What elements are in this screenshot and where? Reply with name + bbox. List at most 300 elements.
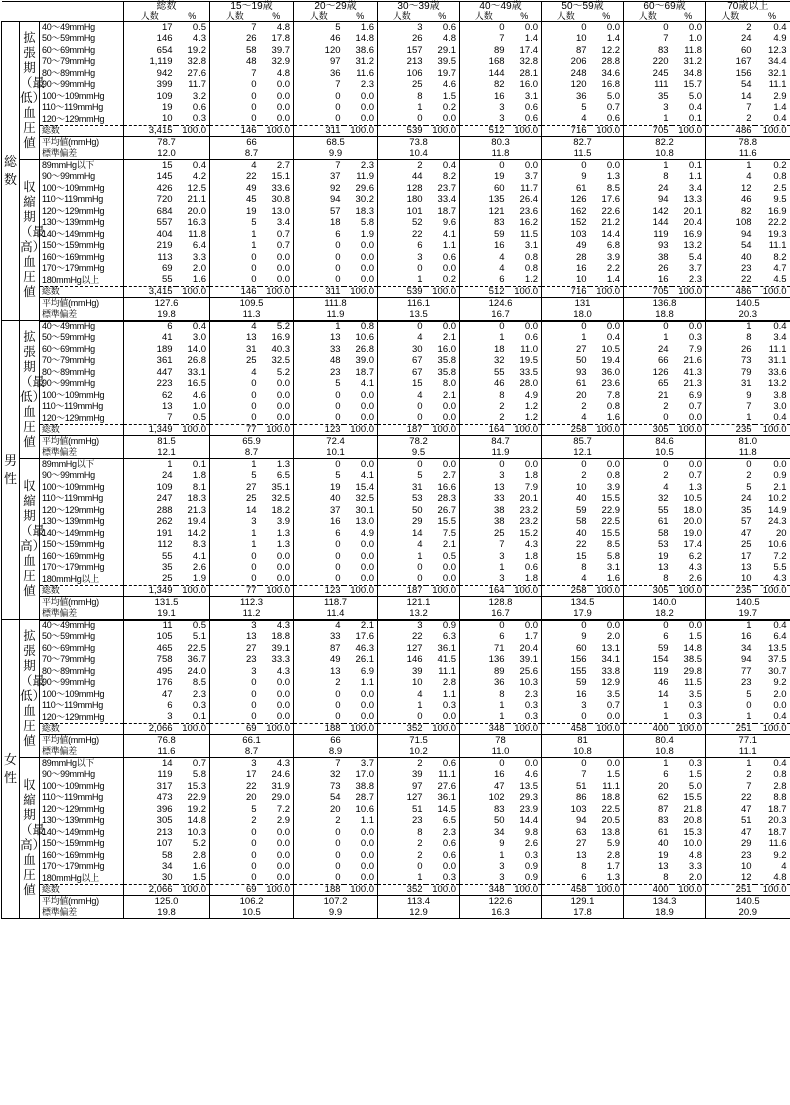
count-cell: 654 — [124, 45, 176, 57]
count-cell: 2 — [378, 850, 426, 862]
total-count-cell: 458 — [542, 723, 590, 735]
total-count-cell: 1,349 — [124, 585, 176, 597]
mean-value: 106.2 — [210, 896, 294, 908]
count-cell: 9 — [706, 390, 755, 402]
count-cell: 135 — [460, 194, 508, 206]
total-count-cell: 188 — [294, 723, 344, 735]
percent-cell: 1.5 — [606, 769, 621, 780]
count-cell: 0 — [378, 321, 426, 333]
count-cell: 157 — [378, 45, 426, 57]
total-row — [2, 585, 790, 597]
percent-cell: 0.0 — [442, 263, 457, 274]
table-row — [2, 459, 790, 471]
percent-cell: 9.2 — [773, 677, 787, 688]
total-label: 総数 — [40, 286, 124, 298]
percent-cell: 1.3 — [606, 171, 621, 182]
count-cell: 305 — [124, 815, 176, 827]
percent-cell: 8.3 — [192, 539, 207, 550]
count-cell: 22 — [210, 781, 260, 793]
count-cell: 23 — [706, 263, 755, 275]
mean-value: 109.5 — [210, 298, 294, 310]
total-count-cell: 311 — [294, 286, 344, 298]
percent-cell: 0.0 — [360, 539, 375, 550]
percent-cell: 0.0 — [606, 321, 621, 332]
count-cell: 89 — [460, 666, 508, 678]
count-cell: 47 — [706, 827, 755, 839]
count-cell: 758 — [124, 654, 176, 666]
count-cell: 6 — [124, 321, 176, 333]
sd-value: 11.8 — [706, 447, 790, 459]
range-label: 120〜129mmHg — [42, 113, 105, 124]
percent-cell: 0.4 — [442, 159, 457, 171]
total-count-cell: 258 — [542, 585, 590, 597]
percent-cell: 0.8 — [606, 401, 621, 412]
percent-cell: 2.8 — [606, 849, 621, 861]
total-percent-cell: 100.0 — [755, 585, 790, 597]
mean-row — [2, 597, 790, 609]
percent-cell: 22.2 — [768, 217, 787, 228]
percent-cell: 0.0 — [773, 458, 787, 470]
percent-cell: 16.0 — [519, 79, 539, 90]
percent-cell: 3.5 — [688, 688, 703, 700]
table-row — [2, 654, 790, 666]
count-cell: 7 — [294, 758, 344, 770]
total-count-cell: 146 — [210, 125, 260, 137]
percent-cell: 14.5 — [437, 803, 457, 815]
total-percent-cell: 100.0 — [672, 125, 706, 137]
mean-value: 121.1 — [378, 597, 460, 609]
percent-cell: 22.9 — [187, 792, 207, 803]
percent-cell: 19.4 — [187, 516, 207, 527]
range-label: 40〜49mmHg — [42, 321, 95, 332]
count-cell: 92 — [294, 183, 344, 195]
percent-cell: 23.6 — [601, 378, 621, 389]
percent-cell: 11.7 — [188, 79, 207, 90]
count-cell: 22 — [210, 171, 260, 183]
percent-cell: 6.4 — [773, 631, 787, 642]
count-cell: 12 — [706, 873, 755, 885]
range-label: 89mmHg以下 — [42, 758, 95, 768]
blood-pressure-table — [1, 1, 790, 919]
total-percent-cell: 100.0 — [755, 723, 790, 735]
table-row — [2, 378, 790, 390]
total-row — [2, 286, 790, 298]
percent-cell: 9.2 — [773, 849, 787, 861]
count-cell: 48 — [294, 355, 344, 367]
percent-cell: 0.0 — [276, 90, 291, 102]
percent-cell: 11.6 — [356, 67, 375, 79]
percent-cell: 41.5 — [437, 654, 457, 665]
mean-value: 81.5 — [124, 436, 210, 448]
percent-cell: 5.1 — [192, 631, 207, 642]
count-cell: 101 — [378, 206, 426, 218]
percent-cell: 0.3 — [524, 849, 539, 861]
percent-cell: 2.1 — [442, 389, 457, 401]
mean-value: 136.8 — [624, 298, 706, 310]
percent-cell: 11.5 — [520, 228, 539, 240]
count-cell: 0 — [210, 850, 260, 862]
percent-cell: 16.2 — [519, 217, 539, 228]
percent-cell: 29.3 — [519, 792, 539, 803]
count-cell: 7 — [542, 769, 590, 781]
sd-value: 18.9 — [624, 907, 706, 919]
count-cell: 26 — [378, 33, 426, 45]
percent-cell: 0.0 — [276, 826, 291, 838]
count-cell: 154 — [624, 654, 672, 666]
range-label: 120〜129mmHg — [42, 504, 105, 515]
count-header: 人数 — [542, 12, 590, 22]
percent-cell: 21.3 — [187, 504, 207, 516]
total-count-cell: 187 — [378, 424, 426, 436]
percent-cell: 4.6 — [442, 79, 457, 90]
range-label: 80〜89mmHg — [42, 366, 95, 377]
table-row — [2, 332, 790, 344]
percent-header: % — [755, 12, 790, 22]
percent-cell: 32.1 — [768, 67, 787, 79]
sd-label: 標準偏差 — [40, 309, 124, 321]
total-percent-cell: 100.0 — [426, 884, 460, 896]
percent-cell: 2.3 — [688, 274, 703, 286]
percent-cell: 0.0 — [688, 321, 703, 332]
table-row — [2, 815, 790, 827]
count-cell: 248 — [542, 68, 590, 80]
percent-cell: 0.4 — [688, 102, 703, 113]
range-label: 100〜109mmHg — [42, 389, 105, 400]
percent-cell: 11.5 — [684, 677, 703, 688]
count-cell: 97 — [378, 781, 426, 793]
percent-cell: 0.0 — [442, 562, 457, 573]
percent-cell: 13.8 — [601, 826, 621, 838]
count-cell: 1,119 — [124, 56, 176, 68]
total-count-cell: 164 — [460, 424, 508, 436]
percent-cell: 0.0 — [524, 159, 539, 171]
percent-cell: 0.8 — [360, 321, 375, 332]
total-count-cell: 235 — [706, 424, 755, 436]
percent-cell: 4.9 — [524, 389, 539, 401]
percent-cell: 8.5 — [606, 182, 621, 194]
percent-cell: 1.3 — [606, 872, 621, 884]
count-cell: 1 — [706, 712, 755, 724]
count-cell: 35 — [124, 562, 176, 574]
percent-cell: 0.0 — [442, 401, 457, 412]
percent-cell: 16.3 — [187, 217, 207, 228]
percent-cell: 14.4 — [601, 228, 621, 240]
count-cell: 13 — [294, 666, 344, 678]
count-cell: 4 — [210, 160, 260, 172]
count-cell: 720 — [124, 194, 176, 206]
count-cell: 1 — [706, 321, 755, 333]
percent-cell: 27.6 — [187, 67, 207, 79]
count-cell: 58 — [542, 516, 590, 528]
count-cell: 22 — [706, 275, 755, 287]
count-cell: 0 — [624, 459, 672, 471]
count-cell: 8 — [706, 332, 755, 344]
percent-cell: 12.5 — [187, 182, 207, 194]
percent-cell: 1.6 — [360, 21, 375, 33]
count-cell: 219 — [124, 240, 176, 252]
mean-value: 116.1 — [378, 298, 460, 310]
count-cell: 14 — [624, 689, 672, 701]
percent-cell: 17.4 — [683, 539, 703, 550]
mean-value: 140.5 — [706, 896, 790, 908]
percent-cell: 1.1 — [360, 677, 375, 688]
count-cell: 26 — [624, 263, 672, 275]
percent-cell: 10.2 — [768, 493, 787, 504]
count-cell: 47 — [706, 528, 755, 540]
percent-header: % — [590, 12, 624, 22]
percent-cell: 0.9 — [524, 861, 539, 872]
systolic-block-label: 収縮期（最高）血圧値 — [20, 459, 40, 620]
percent-cell: 18.8 — [601, 792, 621, 803]
sd-value: 10.2 — [378, 746, 460, 758]
percent-cell: 20.0 — [683, 516, 703, 527]
count-cell: 31 — [706, 378, 755, 390]
count-cell: 35 — [624, 91, 672, 103]
percent-cell: 2.2 — [606, 263, 621, 274]
range-label: 110〜119mmHg — [42, 493, 103, 504]
percent-cell: 20.1 — [519, 493, 539, 504]
count-cell: 82 — [460, 79, 508, 91]
percent-cell: 0.0 — [688, 620, 703, 631]
percent-cell: 0.8 — [524, 251, 539, 263]
count-cell: 145 — [124, 171, 176, 183]
range-label: 80〜89mmHg — [42, 665, 95, 676]
percent-cell: 11.1 — [602, 780, 621, 792]
table-row — [2, 79, 790, 91]
percent-cell: 22.5 — [601, 516, 621, 527]
mean-value: 111.8 — [294, 298, 378, 310]
count-cell: 46 — [706, 194, 755, 206]
percent-cell: 3.5 — [606, 688, 621, 700]
count-cell: 67 — [378, 367, 426, 379]
count-cell: 8 — [378, 827, 426, 839]
count-cell: 13 — [294, 332, 344, 344]
count-cell: 167 — [706, 56, 755, 68]
total-label: 総数 — [40, 723, 124, 735]
total-count-cell: 348 — [460, 723, 508, 735]
mean-value: 140.5 — [706, 597, 790, 609]
table-row — [2, 493, 790, 505]
table-row — [2, 102, 790, 114]
sd-value: 16.3 — [460, 907, 542, 919]
percent-cell: 0.0 — [276, 102, 291, 113]
count-cell: 93 — [542, 367, 590, 379]
count-cell: 112 — [124, 539, 176, 551]
total-label: 総数 — [40, 125, 124, 137]
sd-value: 10.8 — [542, 746, 624, 758]
count-cell: 0 — [624, 413, 672, 425]
count-cell: 245 — [624, 68, 672, 80]
percent-cell: 0.0 — [524, 321, 539, 332]
percent-cell: 19.5 — [519, 355, 539, 366]
percent-cell: 0.0 — [276, 389, 291, 401]
percent-cell: 5.0 — [688, 90, 703, 102]
count-cell: 107 — [124, 838, 176, 850]
count-cell: 3 — [542, 700, 590, 712]
percent-cell: 39.1 — [271, 642, 291, 654]
count-cell: 55 — [624, 505, 672, 517]
count-cell: 155 — [542, 666, 590, 678]
sd-value: 11.9 — [460, 447, 542, 459]
percent-cell: 26.8 — [187, 355, 207, 366]
count-cell: 89 — [460, 45, 508, 57]
percent-cell: 3.2 — [192, 90, 207, 102]
percent-cell: 16.8 — [601, 79, 621, 90]
range-label: 160〜169mmHg — [42, 550, 105, 561]
percent-cell: 39.0 — [355, 355, 375, 366]
total-percent-cell: 100.0 — [426, 424, 460, 436]
sd-value: 18.8 — [624, 309, 706, 321]
count-cell: 18 — [460, 344, 508, 356]
percent-cell: 1.1 — [360, 815, 375, 826]
percent-cell: 3.0 — [773, 401, 787, 412]
count-cell: 49 — [294, 654, 344, 666]
percent-cell: 4.1 — [442, 228, 457, 240]
table-row — [2, 171, 790, 183]
count-cell: 14 — [210, 505, 260, 517]
header-unit-row — [2, 12, 790, 22]
table-row — [2, 838, 790, 850]
table-row — [2, 505, 790, 517]
percent-cell: 11.6 — [768, 838, 787, 849]
percent-cell: 0.1 — [688, 159, 703, 171]
count-cell: 8 — [542, 562, 590, 574]
percent-cell: 16.9 — [683, 228, 703, 240]
percent-cell: 15.1 — [271, 171, 291, 182]
percent-cell: 4.8 — [276, 21, 291, 33]
count-cell: 1 — [706, 160, 755, 172]
count-cell: 93 — [624, 240, 672, 252]
percent-cell: 2.3 — [442, 826, 457, 838]
table-row — [2, 183, 790, 195]
count-cell: 46 — [460, 378, 508, 390]
percent-cell: 0.7 — [606, 102, 621, 113]
percent-cell: 8.0 — [442, 378, 457, 389]
range-label: 140〜149mmHg — [42, 527, 105, 538]
total-percent-cell: 100.0 — [508, 125, 542, 137]
count-cell: 0 — [294, 263, 344, 275]
table-row — [2, 390, 790, 402]
percent-cell: 12.2 — [601, 44, 621, 56]
percent-cell: 2.0 — [688, 872, 703, 884]
percent-cell: 4.5 — [773, 274, 787, 286]
range-label: 180mmHg以上 — [42, 872, 99, 883]
percent-cell: 20 — [775, 527, 787, 539]
percent-cell: 0.1 — [688, 113, 703, 125]
percent-cell: 4.3 — [276, 665, 291, 677]
percent-cell: 2.8 — [773, 780, 787, 792]
sd-value: 9.9 — [294, 907, 378, 919]
percent-cell: 37.5 — [768, 654, 787, 665]
percent-cell: 0.3 — [688, 332, 703, 343]
mean-value: 80.4 — [624, 735, 706, 747]
percent-cell: 0.4 — [773, 711, 787, 723]
total-percent-cell: 100.0 — [590, 585, 624, 597]
percent-cell: 0.0 — [276, 872, 291, 884]
range-label: 170〜179mmHg — [42, 263, 105, 274]
count-cell: 36 — [294, 68, 344, 80]
percent-cell: 15.4 — [355, 481, 375, 493]
count-cell: 23 — [706, 677, 755, 689]
count-cell: 162 — [542, 206, 590, 218]
count-cell: 0 — [294, 401, 344, 413]
sd-value: 10.5 — [624, 447, 706, 459]
percent-cell: 3.3 — [688, 861, 703, 872]
total-percent-cell: 100.0 — [590, 424, 624, 436]
percent-cell: 0.0 — [276, 711, 291, 723]
percent-cell: 20.1 — [683, 205, 703, 217]
total-count-cell: 486 — [706, 286, 755, 298]
percent-cell: 29.8 — [683, 665, 703, 677]
percent-cell: 4.1 — [360, 470, 375, 481]
range-label: 70〜79mmHg — [42, 56, 95, 67]
total-label: 総数 — [40, 884, 124, 896]
count-cell: 10 — [378, 677, 426, 689]
mean-value: 134.5 — [542, 597, 624, 609]
total-percent-cell: 100.0 — [508, 286, 542, 298]
sd-value: 10.5 — [210, 907, 294, 919]
percent-cell: 1.7 — [606, 861, 621, 872]
percent-cell: 27.6 — [437, 780, 457, 792]
percent-cell: 23.9 — [519, 803, 539, 815]
percent-cell: 0.0 — [360, 700, 375, 711]
count-cell: 32 — [294, 769, 344, 781]
count-cell: 113 — [124, 252, 176, 264]
count-cell: 152 — [542, 217, 590, 229]
table-row — [2, 620, 790, 632]
percent-cell: 2.1 — [442, 539, 457, 550]
range-label: 150〜159mmHg — [42, 838, 105, 849]
range-label: 100〜109mmHg — [42, 780, 105, 791]
diastolic-block-label: 拡張期（最低）血圧値 — [20, 620, 40, 758]
percent-cell: 26.1 — [355, 654, 375, 665]
percent-cell: 0.0 — [276, 849, 291, 861]
total-row — [2, 723, 790, 735]
percent-cell: 39.5 — [437, 56, 457, 67]
range-label: 150〜159mmHg — [42, 539, 105, 550]
total-count-cell: 3,415 — [124, 286, 176, 298]
percent-cell: 34.8 — [683, 67, 703, 79]
count-cell: 0 — [624, 22, 672, 34]
count-cell: 1 — [210, 229, 260, 241]
range-label: 60〜69mmHg — [42, 343, 95, 354]
mean-value: 118.7 — [294, 597, 378, 609]
count-header: 人数 — [624, 12, 672, 22]
count-cell: 0 — [210, 401, 260, 413]
count-cell: 2 — [706, 114, 755, 126]
percent-cell: 9.5 — [773, 194, 787, 205]
count-cell: 38 — [460, 505, 508, 517]
count-cell: 6 — [294, 229, 344, 241]
percent-cell: 3.4 — [276, 217, 291, 228]
percent-cell: 0.0 — [360, 401, 375, 412]
count-cell: 83 — [624, 45, 672, 57]
count-cell: 54 — [706, 240, 755, 252]
percent-cell: 6.9 — [688, 389, 703, 401]
count-cell: 38 — [624, 252, 672, 264]
count-cell: 1 — [624, 114, 672, 126]
count-cell: 0 — [294, 390, 344, 402]
percent-cell: 36.1 — [437, 642, 457, 654]
count-cell: 13 — [460, 482, 508, 494]
percent-cell: 20.4 — [683, 217, 703, 228]
count-cell: 19 — [294, 482, 344, 494]
count-cell: 191 — [124, 528, 176, 540]
percent-cell: 0.0 — [442, 412, 457, 424]
range-label: 100〜109mmHg — [42, 182, 105, 193]
percent-cell: 0.3 — [524, 711, 539, 723]
percent-cell: 2.9 — [773, 90, 787, 102]
